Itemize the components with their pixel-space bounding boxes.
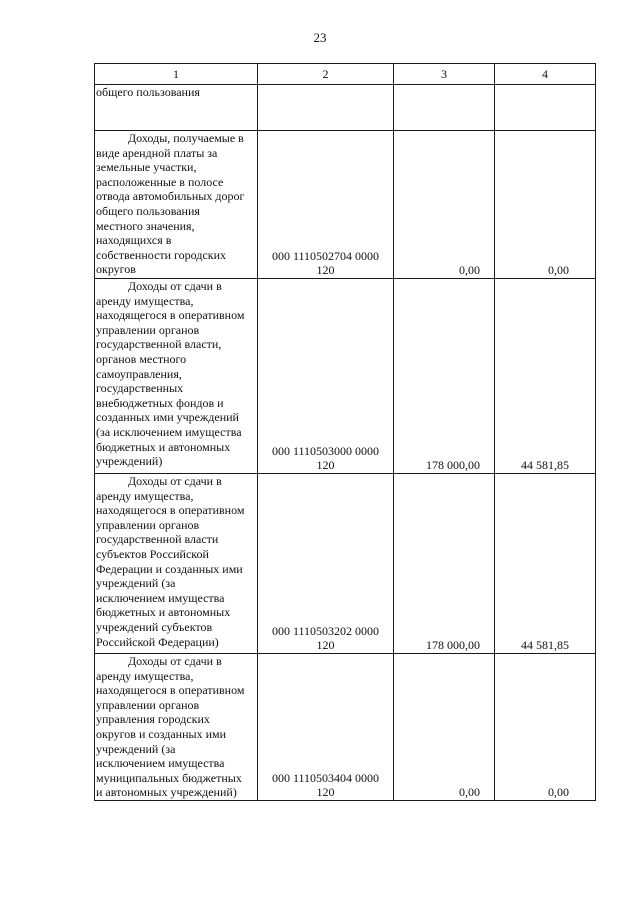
- description-line: общего пользования: [96, 85, 200, 99]
- description-line: Федерации и созданных ими: [96, 561, 243, 576]
- description-line: субъектов Российской: [96, 546, 209, 561]
- description-line: (за исключением имущества: [96, 424, 242, 439]
- description-line: исключением имущества: [96, 590, 225, 605]
- description-line: находящихся в: [96, 233, 172, 248]
- column-header-1: 1: [95, 64, 258, 85]
- description-line: внебюджетных фондов и: [96, 395, 224, 410]
- page-number: 23: [313, 30, 327, 45]
- description-line: расположенные в полосе: [96, 174, 224, 189]
- description-line: аренду имущества,: [96, 488, 194, 503]
- column-header-3: 3: [394, 64, 495, 85]
- description-line: находящегося в оперативном: [96, 503, 245, 518]
- column-header-2: 2: [258, 64, 394, 85]
- description-line: учреждений (за: [96, 741, 176, 756]
- description-line: отвода автомобильных дорог: [96, 189, 245, 204]
- description-line: учреждений): [96, 454, 163, 469]
- description-line: органов местного: [96, 351, 187, 366]
- description-line: самоуправления,: [96, 366, 182, 381]
- description-line: и автономных учреждений): [96, 785, 237, 800]
- table-header-row: [95, 64, 596, 85]
- row-actual-value: 44 581,85: [495, 474, 596, 654]
- row-code: 000 1110503202 0000 120: [258, 474, 394, 654]
- row-actual-value: 44 581,85: [495, 279, 596, 474]
- description-line: созданных ими учреждений: [96, 410, 239, 425]
- description-line: Доходы от сдачи в: [128, 474, 222, 488]
- description-line: Доходы от сдачи в: [128, 279, 222, 293]
- description-line: исключением имущества: [96, 756, 225, 771]
- column-header-4: 4: [495, 64, 596, 85]
- description-line: управления городских: [96, 712, 210, 727]
- description-line: бюджетных и автономных: [96, 439, 231, 454]
- description-line: виде арендной платы за: [96, 145, 218, 160]
- row-code: 000 1110503404 0000 120: [258, 654, 394, 801]
- description-line: округов и созданных ими: [96, 726, 227, 741]
- row-planned-value: 0,00: [394, 131, 495, 279]
- description-line: находящегося в оперативном: [96, 683, 245, 698]
- row-planned-value: 178 000,00: [394, 474, 495, 654]
- row-code: 000 1110502704 0000 120: [258, 131, 394, 279]
- description-line: собственности городских: [96, 247, 227, 262]
- table-row: [95, 654, 596, 801]
- row-actual-value: 0,00: [495, 131, 596, 279]
- row-planned-value: 0,00: [394, 654, 495, 801]
- row-description: [95, 474, 258, 654]
- description-line: муниципальных бюджетных: [96, 770, 242, 785]
- description-line: местного значения,: [96, 218, 195, 233]
- description-line: Российской Федерации): [96, 634, 219, 649]
- revenue-table: [94, 63, 596, 801]
- description-line: бюджетных и автономных: [96, 605, 231, 620]
- table-row: [95, 474, 596, 654]
- row-code: [258, 85, 394, 131]
- table-row: [95, 85, 596, 131]
- description-line: управлении органов: [96, 517, 200, 532]
- row-description: [95, 131, 258, 279]
- row-actual-value: 0,00: [495, 654, 596, 801]
- row-code: 000 1110503000 0000 120: [258, 279, 394, 474]
- row-description: [95, 654, 258, 801]
- description-line: Доходы, получаемые в: [128, 131, 244, 145]
- description-line: округов: [96, 262, 136, 277]
- description-line: государственных: [96, 381, 184, 396]
- description-line: находящегося в оперативном: [96, 308, 245, 323]
- row-description: [95, 85, 258, 131]
- description-line: учреждений субъектов: [96, 619, 213, 634]
- description-line: учреждений (за: [96, 576, 176, 591]
- row-planned-value: [394, 85, 495, 131]
- description-line: государственной власти: [96, 532, 219, 547]
- description-line: аренду имущества,: [96, 293, 194, 308]
- description-line: управлении органов: [96, 697, 200, 712]
- table-row: [95, 131, 596, 279]
- row-actual-value: [495, 85, 596, 131]
- description-line: земельные участки,: [96, 160, 197, 175]
- description-line: общего пользования: [96, 203, 200, 218]
- description-line: Доходы от сдачи в: [128, 654, 222, 668]
- table-row: [95, 279, 596, 474]
- row-planned-value: 178 000,00: [394, 279, 495, 474]
- description-line: управлении органов: [96, 322, 200, 337]
- description-line: аренду имущества,: [96, 668, 194, 683]
- row-description: [95, 279, 258, 474]
- description-line: государственной власти,: [96, 337, 222, 352]
